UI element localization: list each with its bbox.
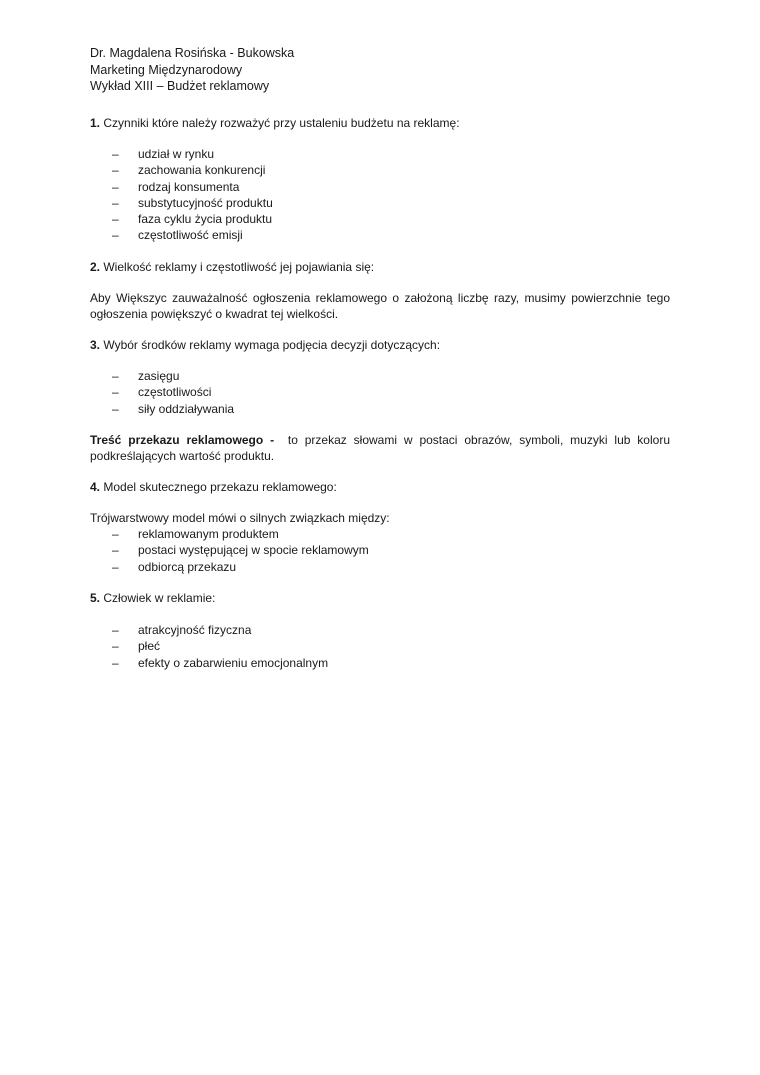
tresc-paragraph bbox=[90, 432, 670, 465]
section-5-title: Człowiek w reklamie: bbox=[103, 591, 216, 605]
list-item: – substytucyjność produktu bbox=[112, 195, 273, 210]
section-1-title: Czynniki które należy rozważyć przy ustaleniu budżetu na reklamę: bbox=[103, 116, 460, 130]
section-4-heading bbox=[90, 479, 670, 495]
lecture-title: Wykład XIII – Budżet reklamowy bbox=[90, 79, 270, 93]
list-item: – faza cyklu życia produktu bbox=[112, 212, 273, 227]
list-item: – siły oddziaływania bbox=[112, 401, 235, 416]
list-item: – częstotliwości bbox=[112, 385, 212, 400]
list-item: – zachowania konkurencji bbox=[112, 163, 266, 178]
section-2-number: 2. bbox=[90, 260, 101, 274]
section-5-number: 5. bbox=[90, 591, 101, 605]
dash-bullet: – bbox=[112, 163, 119, 178]
course-name: Marketing Międzynarodowy bbox=[90, 62, 243, 77]
dash-bullet: – bbox=[112, 369, 119, 383]
dash-bullet: – bbox=[112, 543, 119, 558]
section-1-heading bbox=[90, 115, 670, 131]
list-item: – zasięgu bbox=[112, 369, 180, 383]
list-item: – odbiorcą przekazu bbox=[112, 559, 237, 574]
dash-bullet: – bbox=[112, 195, 119, 210]
section-4-number: 4. bbox=[90, 480, 101, 494]
dash-bullet: – bbox=[112, 212, 119, 227]
list-item: – atrakcyjność fizyczna bbox=[112, 623, 252, 637]
list-item: – rodzaj konsumenta bbox=[112, 179, 240, 194]
list-item: – reklamowanym produktem bbox=[112, 527, 279, 541]
section-4-title: Model skutecznego przekazu reklamowego: bbox=[103, 480, 337, 494]
section-2-paragraph: Aby Większyc zauważalność ogłoszenia reklamowego o założoną liczbę razy, musimy powierzchnie tego ogłoszenia powiększyć o kwadrat tej wielkości. bbox=[90, 291, 670, 322]
dash-bullet: – bbox=[112, 559, 119, 574]
section-3-title: Wybór środków reklamy wymaga podjęcia decyzji dotyczących: bbox=[103, 338, 441, 352]
section-3-list bbox=[90, 368, 670, 417]
section-4-list bbox=[90, 526, 670, 575]
section-3-number: 3. bbox=[90, 338, 101, 352]
section-2-title: Wielkość reklamy i częstotliwość jej pojawiania się: bbox=[103, 260, 375, 274]
list-item: – płeć bbox=[112, 639, 161, 654]
section-1-list bbox=[90, 146, 670, 244]
dash-bullet: – bbox=[112, 527, 119, 541]
dash-bullet: – bbox=[112, 179, 119, 194]
section-4-intro: Trójwarstwowy model mówi o silnych związkach między: bbox=[90, 511, 390, 525]
dash-bullet: – bbox=[112, 385, 119, 400]
section-1-number: 1. bbox=[90, 116, 101, 130]
list-item: – postaci występującej w spocie reklamowym bbox=[112, 543, 369, 558]
section-5-list bbox=[90, 622, 670, 671]
author-name: Dr. Magdalena Rosińska - Bukowska bbox=[90, 46, 295, 60]
section-2-heading bbox=[90, 259, 670, 275]
tresc-definition: to przekaz słowami w postaci obrazów, symboli, muzyki lub koloru podkreślających wartość produktu. bbox=[90, 433, 670, 464]
section-5-heading bbox=[90, 590, 670, 606]
list-item: – efekty o zabarwieniu emocjonalnym bbox=[112, 655, 329, 670]
list-item: – częstotliwość emisji bbox=[112, 228, 243, 243]
dash-bullet: – bbox=[112, 147, 119, 161]
dash-bullet: – bbox=[112, 228, 119, 243]
dash-bullet: – bbox=[112, 401, 119, 416]
list-item: – udział w rynku bbox=[112, 147, 215, 161]
document-header bbox=[90, 45, 294, 95]
dash-bullet: – bbox=[112, 655, 119, 670]
tresc-bold-term: Treść przekazu reklamowego - bbox=[90, 433, 275, 447]
section-3-heading bbox=[90, 337, 670, 353]
dash-bullet: – bbox=[112, 623, 119, 637]
dash-bullet: – bbox=[112, 639, 119, 654]
